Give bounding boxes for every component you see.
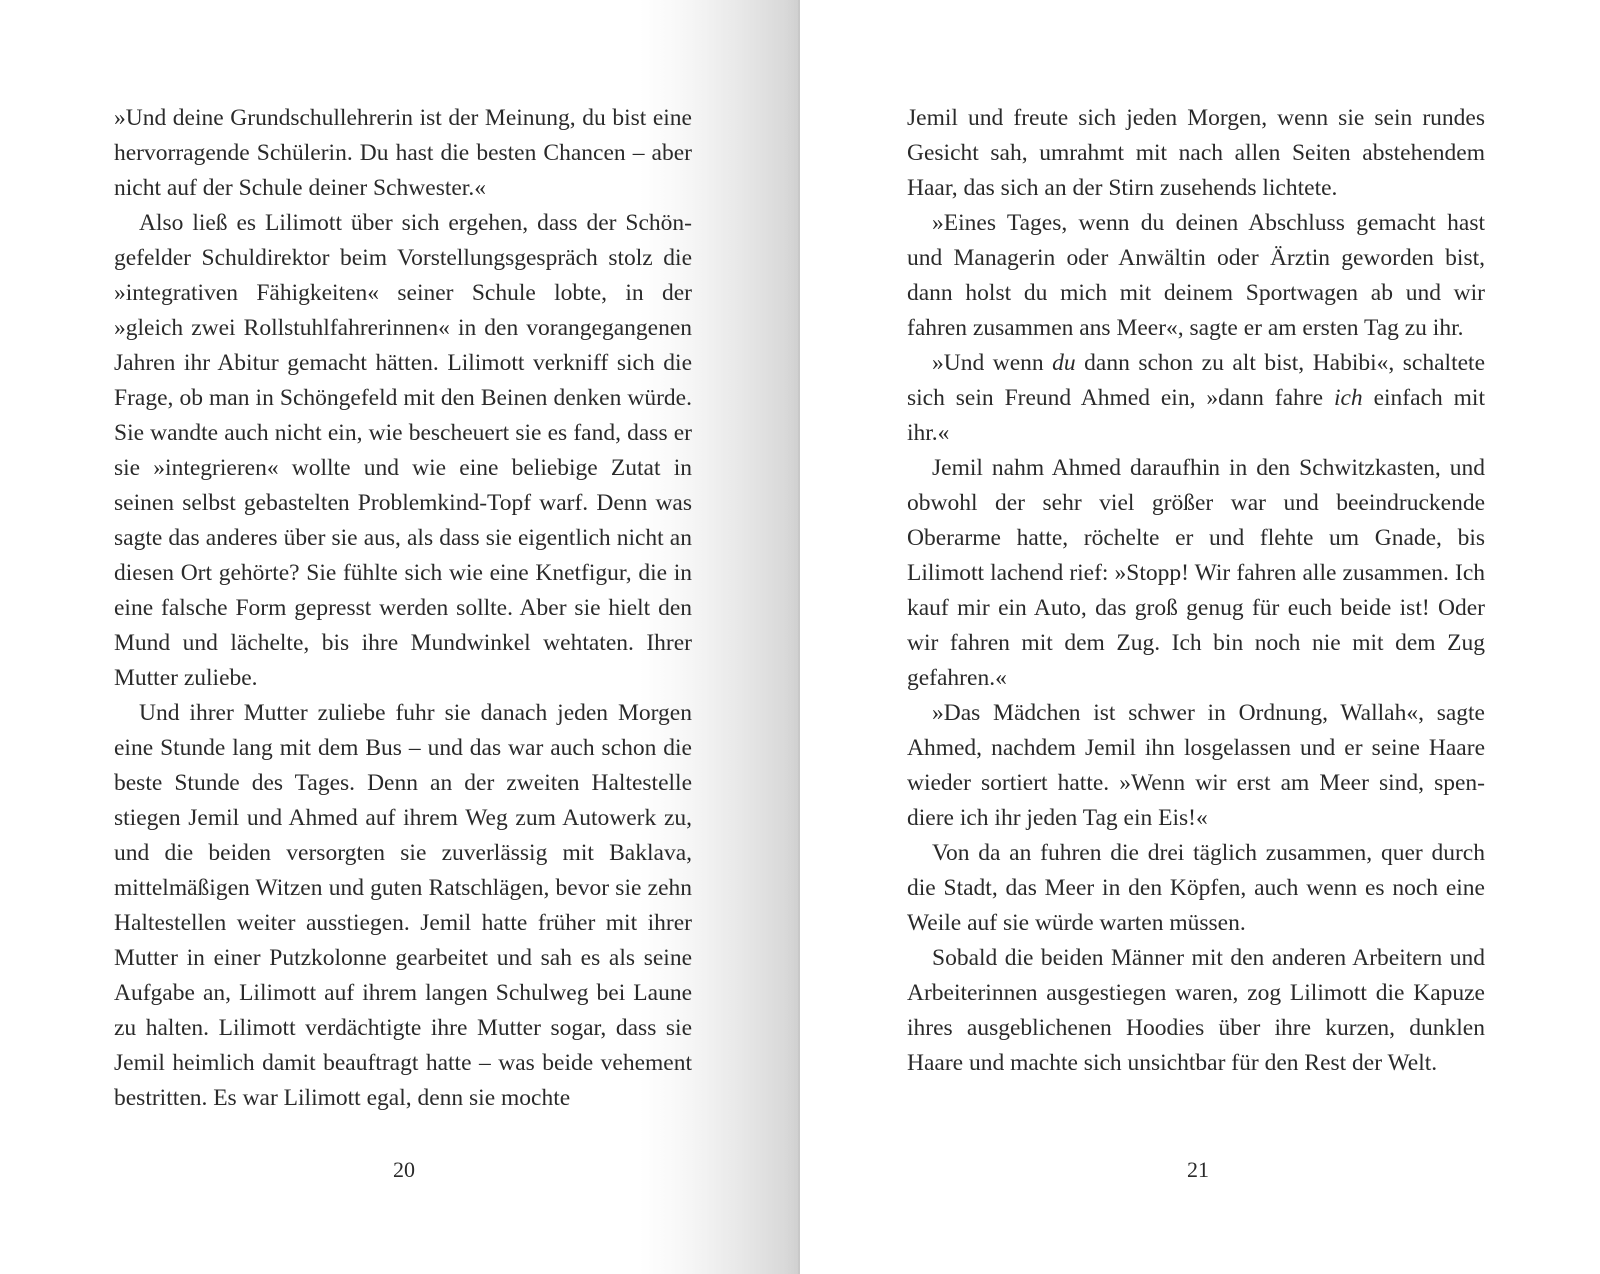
text-run: »Und wenn [932,350,1053,376]
paragraph: Jemil nahm Ahmed daraufhin in den Schwitzkasten, und obwohl der sehr viel größer war und beeindruckende Oberarme hatte, röchelte er und flehte um Gnade, bis Lilimott lachend rief: »Stopp! Wir fahren alle zusammen. Ich kauf mir ein Auto, das groß genug für euch beide ist! Oder wir fahren mit dem Zug. Ich bin noch nie mit dem Zug gefahren.« [907,455,1485,691]
left-page-text [114,101,692,1116]
text-run: einfach mit ihr.« [907,385,1485,446]
right-page [800,0,1600,1274]
paragraph: Und ihrer Mutter zuliebe fuhr sie danach jeden Morgen eine Stunde lang mit dem Bus – und das war auch schon die beste Stunde des Tages. Denn an der zweiten Haltestelle stiegen Jemil und Ahmed auf ihrem Weg zum Autowerk zu, und die beiden versorgten sie zuverlässig mit Baklava, mittelmäßigen Witzen und guten Ratschlägen, bevor sie zehn Haltestellen weiter ausstiegen. Jemil hatte früher mit ihrer Mutter in einer Putzkolonne gearbeitet und sah es als seine Aufgabe an, Lilimott auf ihrem langen Schulweg bei Laune zu halten. Lilimott verdächtigte ihre Mutter sogar, dass sie Jemil heimlich damit beauftragt hatte – was beide vehement bestritten. Es war Lilimott egal, denn sie mochte [114,700,692,1111]
paragraph: »Eines Tages, wenn du deinen Abschluss gemacht hast und Managerin oder Anwältin oder Ärztin geworden bist, dann holst du mich mit deinem Sportwagen ab und wir fahren zusammen ans Meer«, sagte er am ersten Tag zu ihr. [907,210,1485,341]
paragraph: Sobald die beiden Männer mit den anderen Arbeitern und Arbeiterinnen ausgestiegen waren, zog Lilimott die Kapuze ihres ausgeblichenen Hoodies über ihre kurzen, dunklen Haare und machte sich unsichtbar für den Rest der Welt. [907,945,1485,1076]
emphasis: du [1052,350,1076,376]
emphasis: ich [1333,385,1363,411]
paragraph: »Das Mädchen ist schwer in Ordnung, Wallah«, sagte Ahmed, nachdem Jemil ihn losgelassen und er seine Haare wieder sortiert hatte. »Wenn wir erst am Meer sind, spendiere ich ihr jeden Tag ein Eis!« [907,700,1485,831]
paragraph: Also ließ es Lilimott über sich ergehen, dass der Schöngefelder Schuldirektor beim Vorstellungsgespräch stolz die »integrativen Fähigkeiten« seiner Schule lobte, in der »gleich zwei Rollstuhlfahrerinnen« in den vorangegangenen Jahren ihr Abitur gemacht hätten. Lilimott verkniff sich die Frage, ob man in Schöngefeld mit den Beinen denken würde. Sie wandte auch nicht ein, wie bescheuert sie es fand, dass er sie »integrieren« wollte und wie eine beliebige Zutat in seinen selbst gebastelten Problemkind-Topf warf. Denn was sagte das anderes über sie aus, als dass sie eigentlich nicht an diesen Ort gehörte? Sie fühlte sich wie eine Knetfigur, die in eine falsche Form gepresst werden sollte. Aber sie hielt den Mund und lächelte, bis ihre Mundwinkel wehtaten. Ihrer Mutter zuliebe. [114,210,692,691]
paragraph: Von da an fuhren die drei täglich zusammen, quer durch die Stadt, das Meer in den Köpfen, auch wenn es noch eine Weile auf sie würde warten müssen. [907,840,1485,936]
paragraph: Jemil und freute sich jeden Morgen, wenn sie sein rundes Gesicht sah, umrahmt mit nach allen Seiten abstehendem Haar, das sich an der Stirn zusehends lichtete. [907,105,1485,201]
text-run: dann schon zu alt bist, Habibi«, schaltete sich sein Freund Ahmed ein, »dann fahre [907,350,1485,411]
paragraph: »Und deine Grundschullehrerin ist der Meinung, du bist eine hervorragende Schülerin. Du hast die besten Chancen – aber nicht auf der Schule deiner Schwester.« [114,105,692,201]
right-page-text [907,101,1485,1081]
page-number-left: 20 [393,1157,415,1182]
page-number-right: 21 [1187,1157,1209,1182]
paragraph-with-emphasis [907,346,1485,451]
